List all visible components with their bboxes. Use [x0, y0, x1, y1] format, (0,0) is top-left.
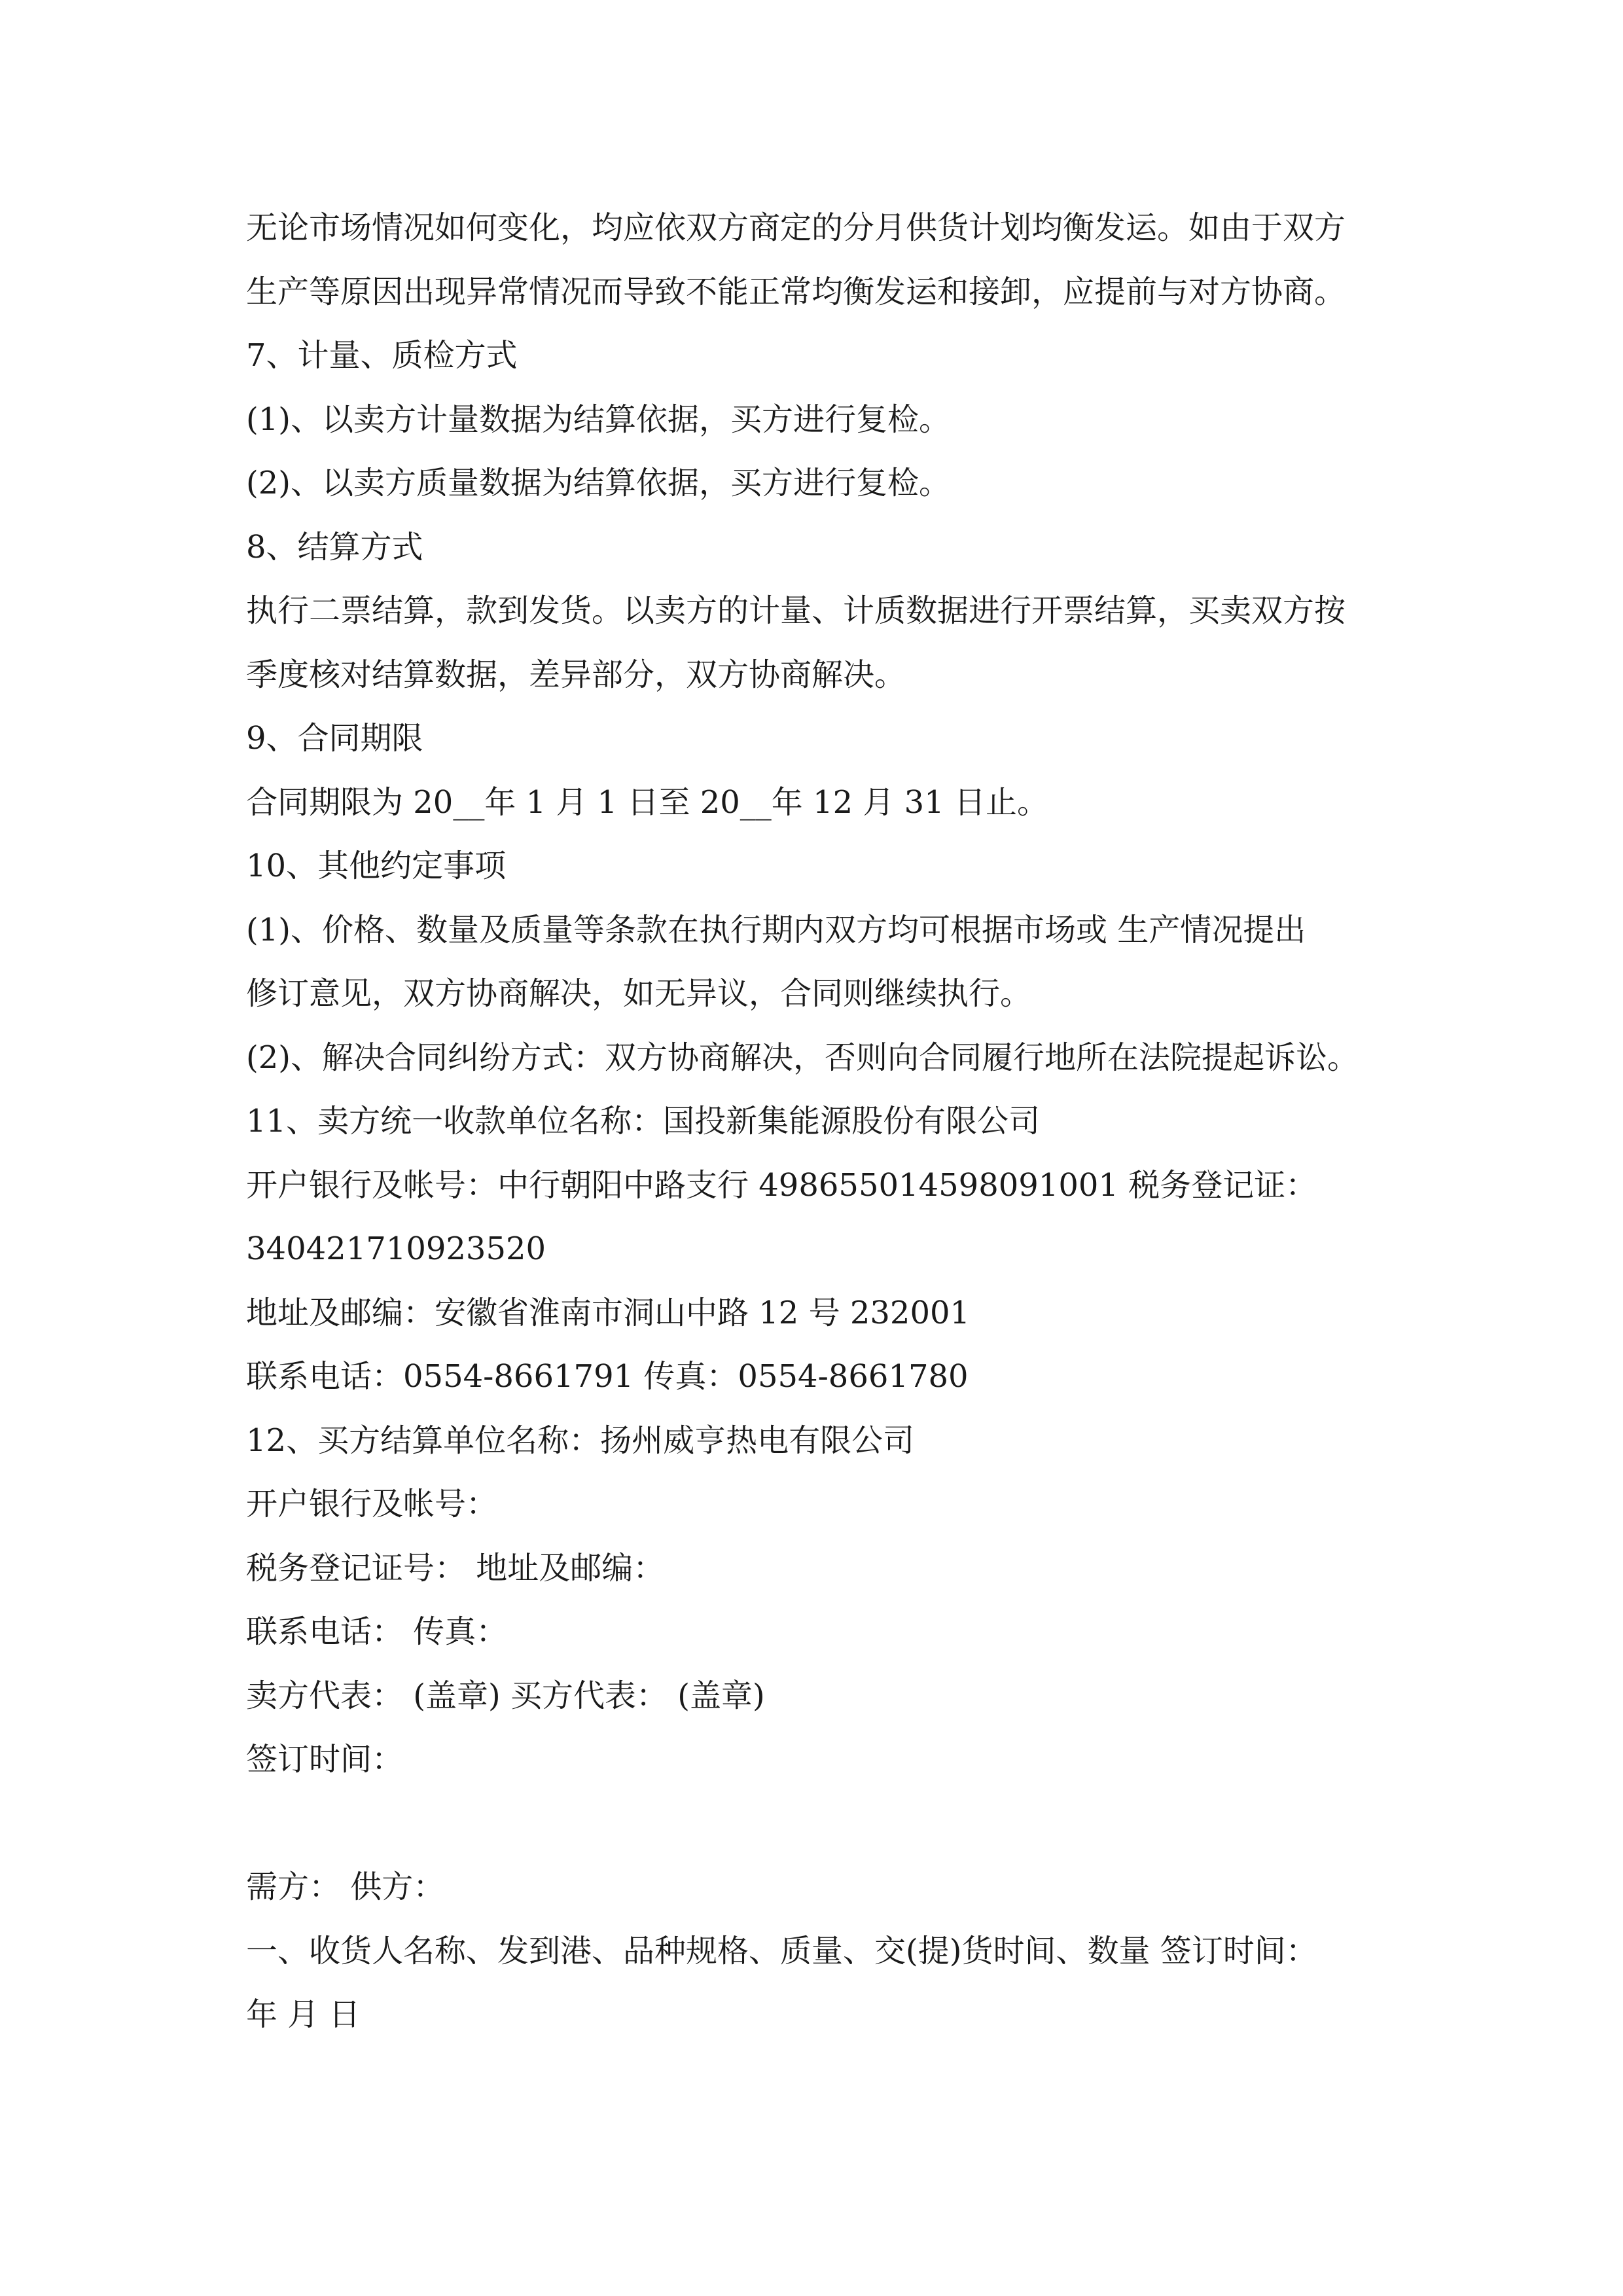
section-heading-8: 8、结算方式	[246, 528, 423, 565]
section-heading-9: 9、合同期限	[246, 720, 423, 757]
blank-line	[246, 1792, 1411, 1856]
text-line-12: (1)、价格、数量及质量等条款在执行期内双方均可根据市场或 生产情况提出	[246, 911, 1306, 948]
text-line-7: 执行二票结算，款到发货。以卖方的计量、计质数据进行开票结算，买卖双方按	[246, 592, 1346, 629]
text-line-16: 开户银行及帐号：中行朝阳中路支行 498655014598091001 税务登记证：	[246, 1166, 1317, 1204]
section-heading-10: 10、其他约定事项	[246, 848, 507, 884]
document-body	[246, 196, 1411, 2047]
text-line-19: 联系电话：0554-8661791 传真：0554-8661780	[246, 1358, 969, 1395]
text-line-23: 联系电话： 传真：	[246, 1613, 508, 1650]
text-line-27: 需方： 供方：	[246, 1869, 445, 1905]
section-heading-11: 11、卖方统一收款单位名称：国投新集能源股份有限公司	[246, 1103, 1041, 1139]
text-line-8: 季度核对结算数据，差异部分，双方协商解决。	[246, 656, 906, 693]
text-line-21: 开户银行及帐号：	[246, 1486, 498, 1522]
text-line-13: 修订意见，双方协商解决，如无异议，合同则继续执行。	[246, 975, 1032, 1012]
section-heading-12: 12、买方结算单位名称：扬州威亨热电有限公司	[246, 1422, 915, 1459]
text-line-25: 签订时间：	[246, 1741, 404, 1778]
text-line-14: (2)、解决合同纠纷方式：双方协商解决，否则向合同履行地所在法院提起诉讼。	[246, 1039, 1359, 1076]
section-heading-7: 7、计量、质检方式	[246, 337, 518, 374]
text-line-28: 一、收货人名称、发到港、品种规格、质量、交(提)货时间、数量 签订时间：	[246, 1932, 1317, 1969]
text-line-5: (2)、以卖方质量数据为结算依据，买方进行复检。	[246, 465, 950, 501]
text-line-24: 卖方代表： (盖章) 买方代表： (盖章)	[246, 1677, 765, 1714]
text-line-10: 合同期限为 20__年 1 月 1 日至 20__年 12 月 31 日止。	[246, 783, 1048, 821]
text-line-29: 年 月 日	[246, 1996, 361, 2033]
text-line-1: 无论市场情况如何变化，均应依双方商定的分月供货计划均衡发运。如由于双方	[246, 209, 1346, 246]
text-line-18: 地址及邮编：安徽省淮南市洞山中路 12 号 232001	[246, 1294, 971, 1331]
text-line-2: 生产等原因出现异常情况而导致不能正常均衡发运和接卸，应提前与对方协商。	[246, 273, 1346, 310]
text-line-17: 340421710923520	[246, 1230, 546, 1267]
text-line-22: 税务登记证号： 地址及邮编：	[246, 1549, 665, 1587]
text-line-4: (1)、以卖方计量数据为结算依据，买方进行复检。	[246, 401, 950, 438]
